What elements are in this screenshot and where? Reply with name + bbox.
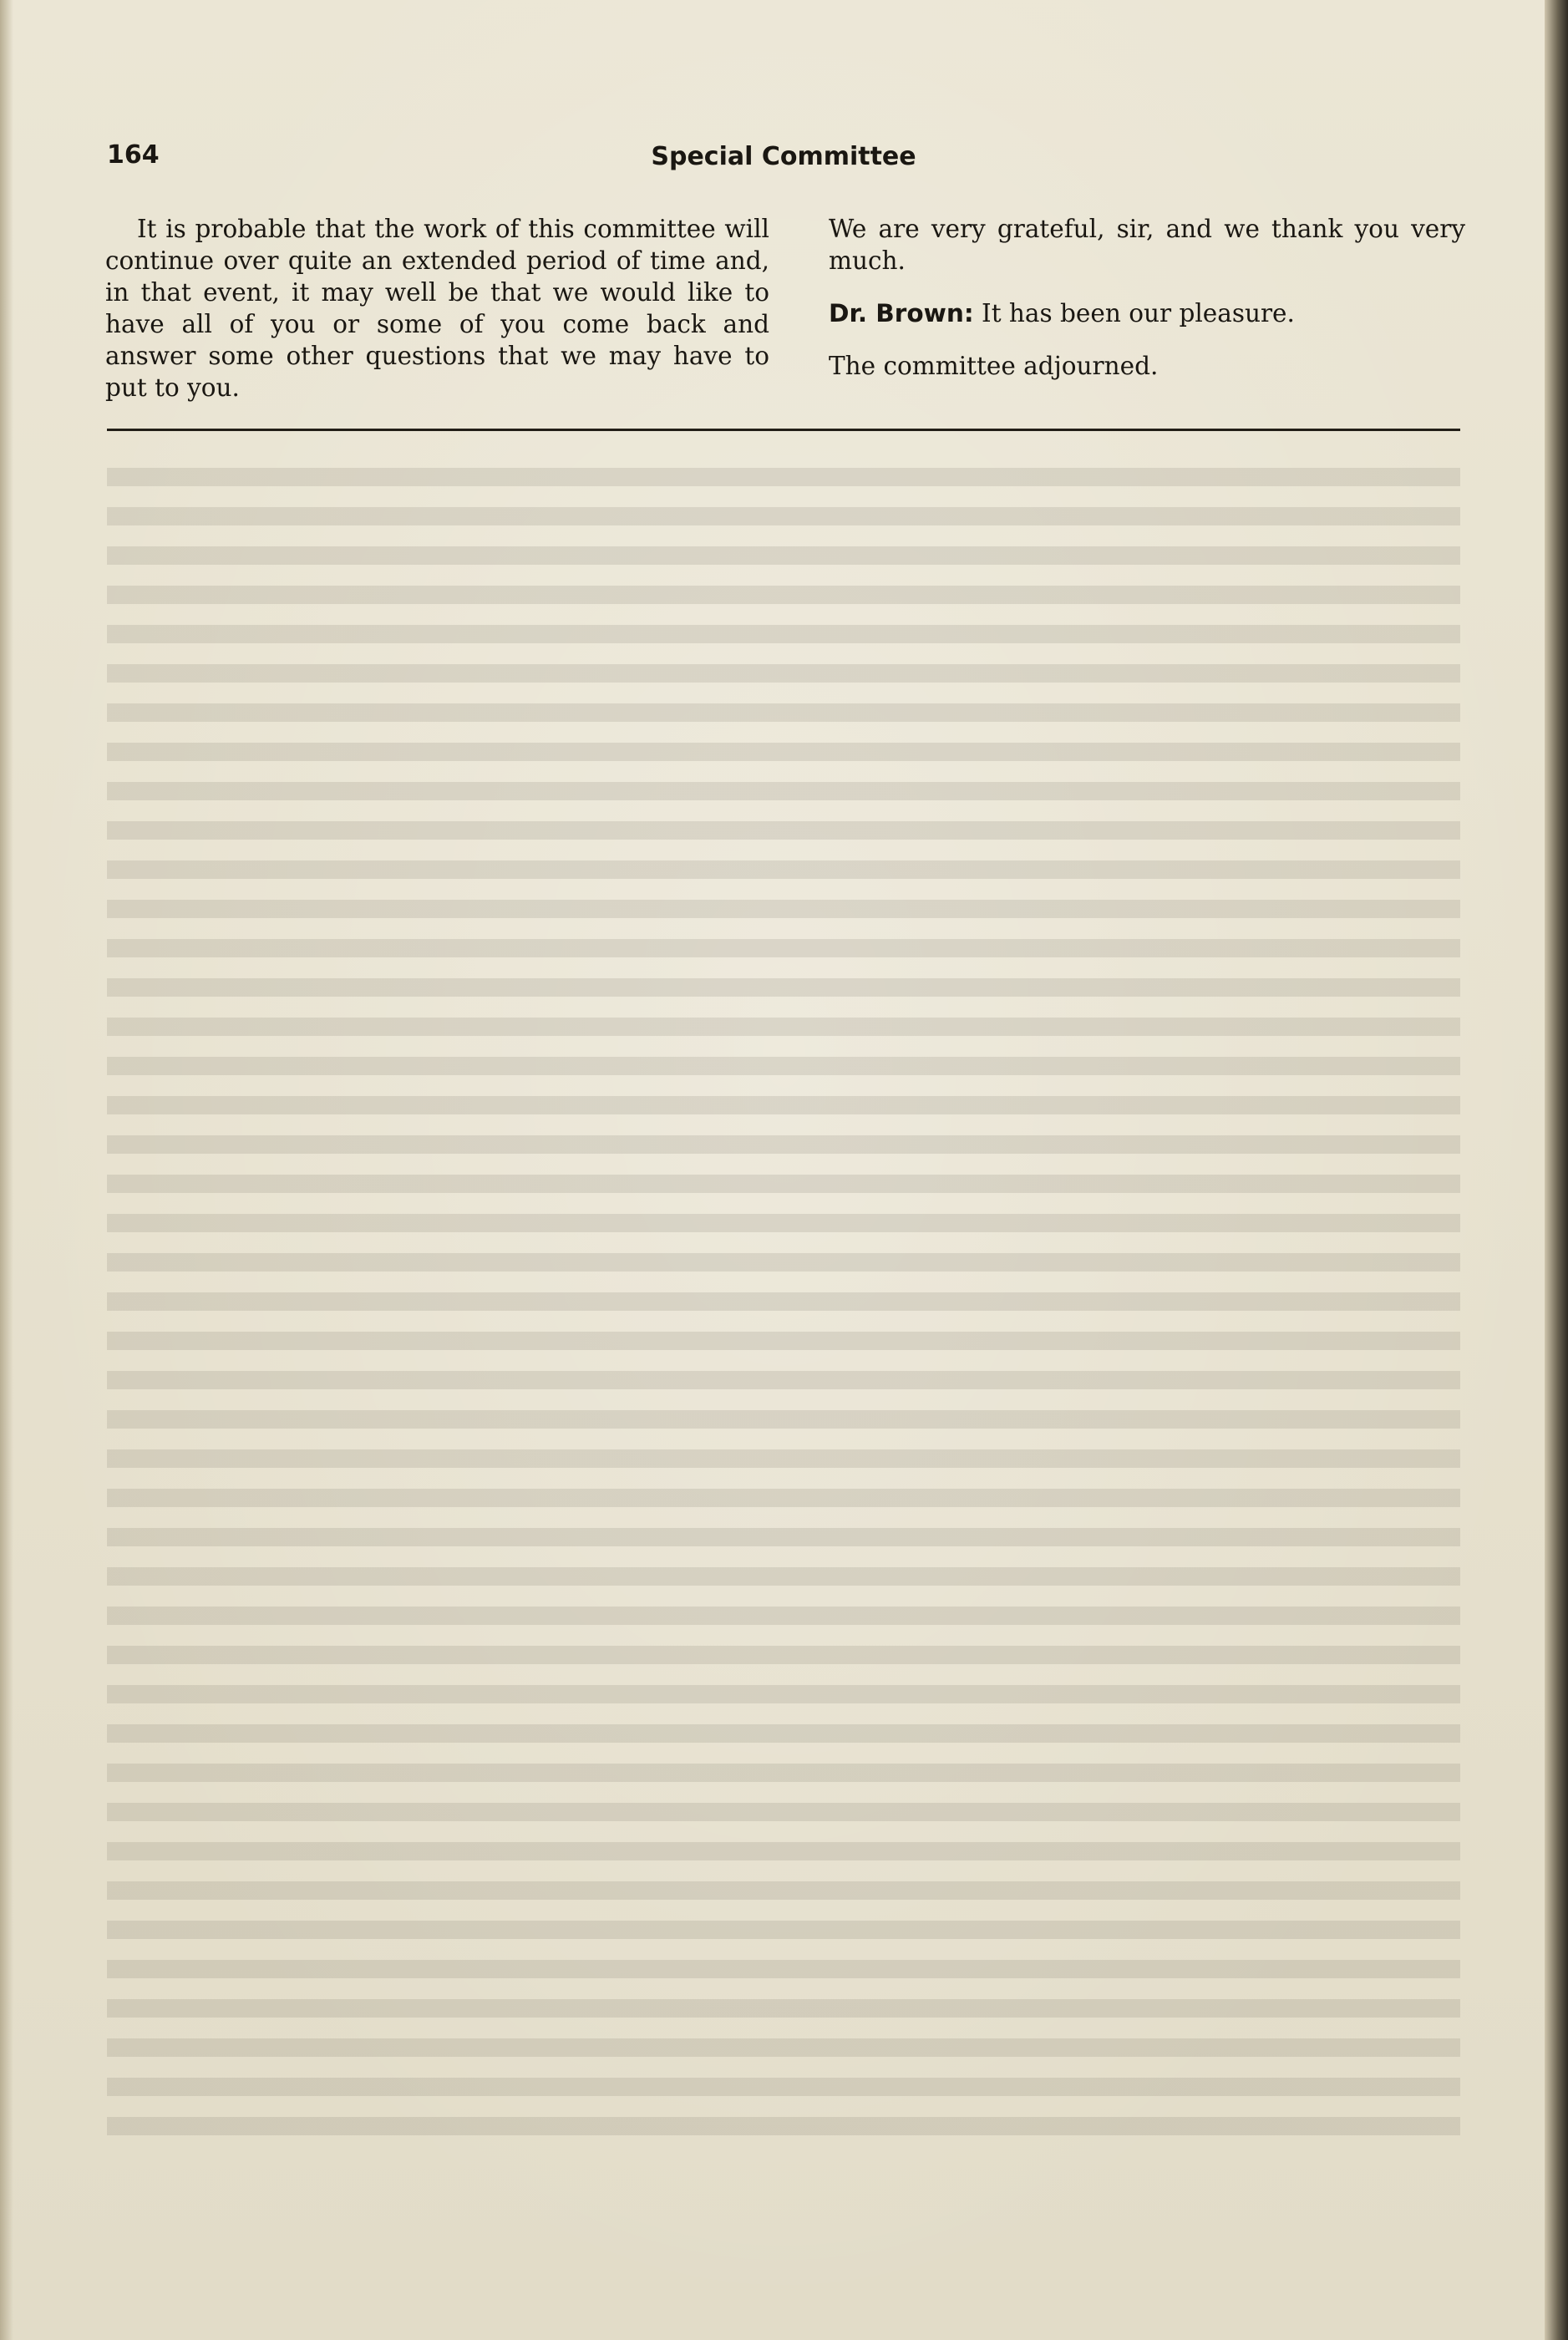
bleed-through-text-background [107,468,1460,2139]
left-column [105,213,769,404]
section-divider-rule [107,429,1460,431]
speaker-text: It has been our pleasure. [973,299,1295,327]
page-header [107,140,1460,182]
running-title: Special Committee [651,142,916,171]
book-spine-shadow [1545,0,1568,2340]
page-left-edge-shadow [0,0,13,2340]
right-column [829,213,1465,403]
speaker-name: Dr. Brown: [829,299,974,327]
right-column-paragraph: We are very grateful, sir, and we thank you very much. [829,215,1465,275]
speaker-line [829,297,1465,329]
left-column-paragraph: It is probable that the work of this committee will continue over quite an extended period of time and, in that event, it may well be that we would like to have all of you or some of you come back and answer some other questions that we may have to put to you. [105,215,769,402]
page-number: 164 [107,140,160,170]
adjournment-line: The committee adjourned. [829,352,1159,380]
